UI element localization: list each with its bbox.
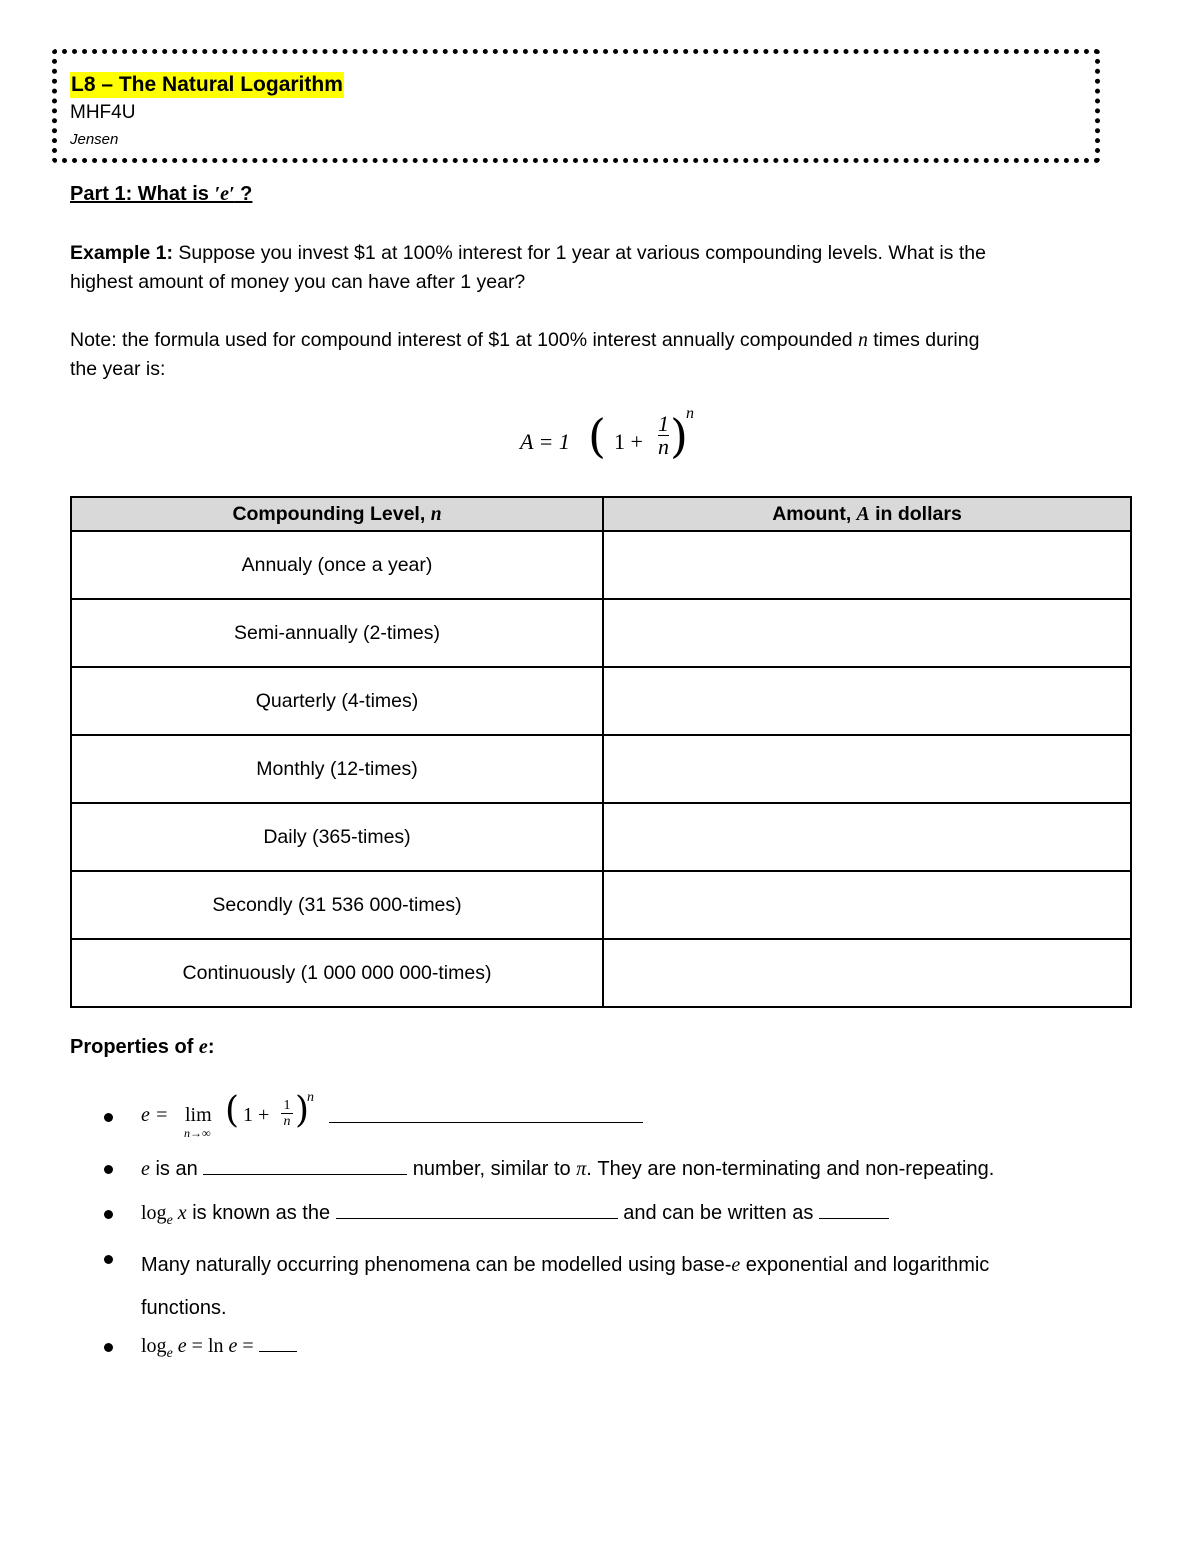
header-amount <box>603 497 1131 531</box>
log-name-blank[interactable] <box>336 1200 618 1219</box>
bullet-dot <box>104 1165 113 1174</box>
amount-cell[interactable] <box>603 735 1131 803</box>
property-irrational <box>141 1156 994 1181</box>
amount-cell[interactable] <box>603 667 1131 735</box>
natural-log-text-b: and can be written as <box>617 1202 819 1224</box>
header-level-var: n <box>430 503 442 525</box>
limit-fraction <box>281 1098 293 1129</box>
number-type-blank[interactable] <box>203 1156 407 1175</box>
example1-label: Example 1: <box>70 242 173 264</box>
bullet-dot <box>104 1210 113 1219</box>
limit-lim: lim <box>185 1104 212 1126</box>
limit-exponent: n <box>307 1090 314 1105</box>
level-cell: Quarterly (4-times) <box>71 667 603 735</box>
log-arg: x <box>172 1202 187 1224</box>
bullet-dot <box>104 1113 113 1122</box>
log-base: e <box>166 1213 173 1228</box>
table-row <box>71 599 1131 667</box>
properties-title: Properties of <box>70 1036 199 1058</box>
bullet-dot <box>104 1255 113 1264</box>
limit-den: n <box>283 1114 291 1129</box>
part1-label: Part 1: What is <box>70 183 215 205</box>
ln-text: ln <box>207 1335 224 1357</box>
limit-num: 1 <box>283 1098 291 1113</box>
property-phenomena <box>141 1244 989 1330</box>
example1-paragraph <box>70 239 1110 297</box>
table-row <box>71 667 1131 735</box>
course-code: MHF4U <box>70 102 136 123</box>
log-text: log <box>141 1202 167 1224</box>
part1-heading <box>70 183 252 206</box>
ln-e-answer-blank[interactable] <box>259 1333 297 1352</box>
log-base: e <box>166 1346 173 1361</box>
limit-lhs: e = <box>141 1104 169 1126</box>
properties-heading <box>70 1036 214 1059</box>
header-dotted-box <box>52 49 1100 163</box>
phenomena-text-a: Many naturally occurring phenomena can be modelled using base- <box>141 1254 732 1276</box>
table-row <box>71 803 1131 871</box>
properties-suffix: : <box>207 1036 215 1058</box>
part1-suffix: ? <box>234 183 253 205</box>
equals-sign: = <box>237 1335 259 1357</box>
amount-cell[interactable] <box>603 531 1131 599</box>
example1-line1: Suppose you invest $1 at 100% interest for 1 year at various compounding levels. What is the <box>172 242 986 264</box>
note-line2: the year is: <box>70 358 166 380</box>
phenomena-var: e <box>731 1254 741 1276</box>
amount-cell[interactable] <box>603 803 1131 871</box>
formula-den: n <box>658 434 669 459</box>
formula-left-paren: ( <box>588 409 606 463</box>
irrational-var: e <box>141 1158 150 1180</box>
formula-exponent: n <box>686 405 694 422</box>
level-cell: Secondly (31 536 000-times) <box>71 871 603 939</box>
property-limit <box>141 1092 661 1142</box>
irrational-text-a: is an <box>149 1158 204 1180</box>
example1-line2: highest amount of money you can have after 1 year? <box>70 271 526 293</box>
amount-cell[interactable] <box>603 599 1131 667</box>
header-amount-suffix: in dollars <box>869 502 962 525</box>
amount-cell[interactable] <box>603 939 1131 1007</box>
limit-subscript: n→∞ <box>184 1126 211 1140</box>
part1-symbol: ′e′ <box>214 183 235 205</box>
level-cell: Annualy (once a year) <box>71 531 603 599</box>
limit-plus: 1 + <box>243 1104 270 1126</box>
header-amount-text: Amount, <box>772 502 857 525</box>
formula-right-paren: ) <box>670 409 688 463</box>
properties-var: e <box>198 1036 208 1058</box>
note-line1-a: Note: the formula used for compound interest of $1 at 100% interest annually compounded <box>70 329 859 351</box>
property-ln-e <box>141 1333 297 1362</box>
limit-right-paren: ) <box>295 1090 310 1131</box>
irrational-text-b: number, similar to <box>407 1158 577 1180</box>
property-natural-log <box>141 1200 889 1229</box>
header-level-text: Compounding Level, <box>232 502 431 525</box>
limit-answer-blank[interactable] <box>329 1104 643 1123</box>
ln-arg: e <box>223 1335 238 1357</box>
formula-fraction <box>658 413 669 458</box>
level-cell: Continuously (1 000 000 000-times) <box>71 939 603 1007</box>
equals-sign: = <box>186 1335 208 1357</box>
phenomena-line2: functions. <box>141 1297 227 1319</box>
formula-plus: 1 + <box>614 429 643 454</box>
formula-lhs: A = 1 <box>520 429 570 454</box>
table-row <box>71 939 1131 1007</box>
note-line1-b: times during <box>867 329 980 351</box>
author-name: Jensen <box>70 131 119 148</box>
log-text: log <box>141 1335 167 1357</box>
header-compounding-level <box>71 497 603 531</box>
log-notation-blank[interactable] <box>819 1200 889 1219</box>
amount-cell[interactable] <box>603 871 1131 939</box>
irrational-text-c: . They are non-terminating and non-repeating. <box>586 1158 995 1180</box>
level-cell: Monthly (12-times) <box>71 735 603 803</box>
log-arg: e <box>172 1335 187 1357</box>
note-paragraph <box>70 326 1110 384</box>
level-cell: Daily (365-times) <box>71 803 603 871</box>
table-row <box>71 735 1131 803</box>
compounding-table <box>70 496 1132 1008</box>
table-row <box>71 871 1131 939</box>
phenomena-text-b: exponential and logarithmic <box>740 1254 990 1276</box>
bullet-dot <box>104 1343 113 1352</box>
header-amount-var: A <box>856 503 870 525</box>
lesson-title: L8 – The Natural Logarithm <box>71 73 343 96</box>
table-header-row <box>71 497 1131 531</box>
level-cell: Semi-annually (2-times) <box>71 599 603 667</box>
natural-log-text-a: is known as the <box>186 1202 336 1224</box>
table-row <box>71 531 1131 599</box>
formula-num: 1 <box>658 411 669 436</box>
pi-symbol: π <box>576 1158 587 1180</box>
note-var: n <box>858 330 868 351</box>
limit-left-paren: ( <box>225 1090 240 1131</box>
